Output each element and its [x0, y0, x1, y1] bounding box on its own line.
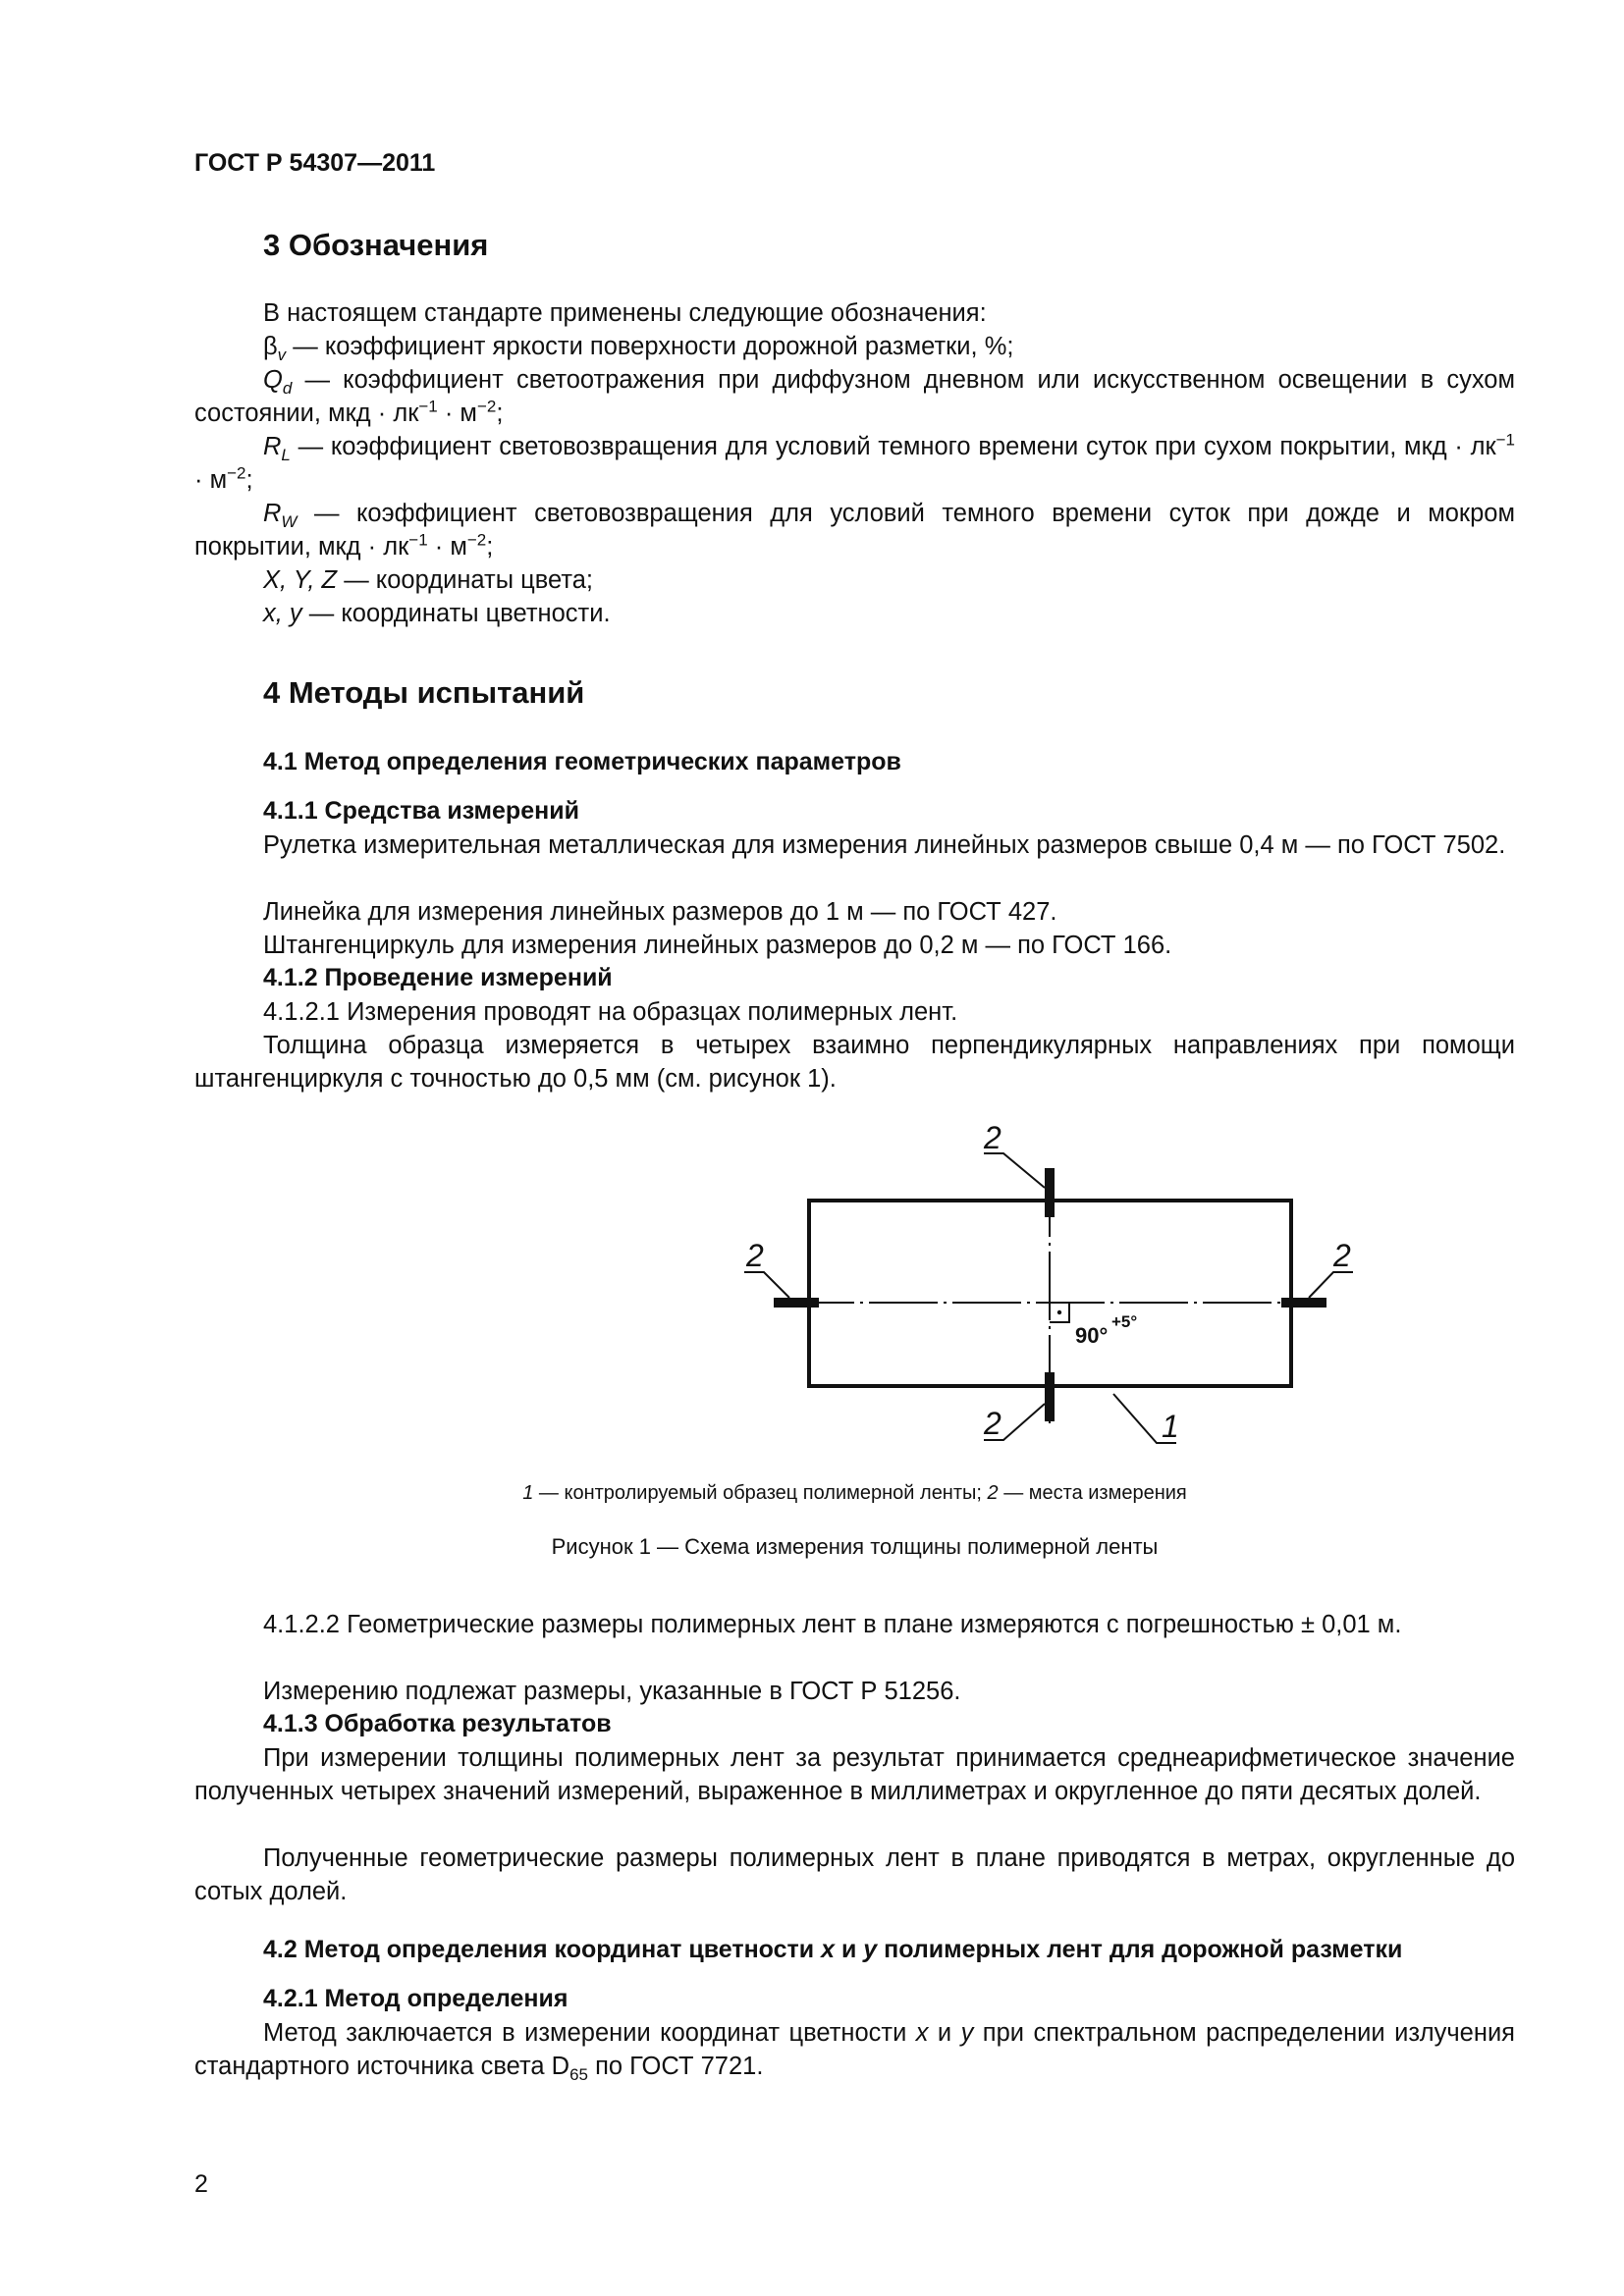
text-part: при спектральном распределении излучения стандартного источника света D [194, 2019, 1515, 2080]
measurement-mark-bottom [1045, 1372, 1055, 1421]
title-symbol: x [821, 1936, 835, 1963]
text-part: по ГОСТ 7721. [588, 2053, 764, 2080]
section-4-title: 4 Методы испытаний [263, 675, 585, 710]
label-2-right: 2 [1333, 1238, 1351, 1273]
legend-number: 2 [987, 1482, 999, 1504]
symbol-definition: — коэффициент яркости поверхности дорожной разметки, %; [286, 333, 1014, 360]
legend-text: — контролируемый образец полимерной ленты; [533, 1482, 988, 1504]
symbol-rl [194, 430, 1515, 497]
punctuation: ; [245, 466, 253, 494]
punctuation: ; [496, 400, 504, 427]
paragraph-4-1-2-1: 4.1.2.1 Измерения проводят на образцах полимерных лент. [263, 998, 958, 1026]
symbol-definition: — координаты цвета; [337, 566, 593, 594]
label-1-sample: 1 [1162, 1409, 1179, 1444]
text-part: и [928, 2019, 961, 2047]
symbol: R [263, 433, 282, 460]
symbol: x, y [263, 600, 302, 627]
symbol-qd [194, 363, 1515, 430]
subsection-4-1-title: 4.1 Метод определения геометрических параметров [263, 748, 901, 775]
symbol-rw [194, 497, 1515, 563]
subsection-4-1-2-title: 4.1.2 Проведение измерений [263, 964, 613, 991]
label-2-top: 2 [984, 1120, 1001, 1155]
symbol-beta-v [263, 330, 1013, 363]
paragraph-method [194, 2016, 1515, 2083]
text-part: Метод заключается в измерении координат цветности [263, 2019, 916, 2047]
symbol-subscript: L [281, 446, 291, 465]
section-3-title: 3 Обозначения [263, 228, 489, 262]
punctuation: ; [486, 533, 494, 561]
subsection-4-1-3-title: 4.1.3 Обработка результатов [263, 1710, 612, 1737]
paragraph-standard-ref: Измерению подлежат размеры, указанные в ГОСТ Р 51256. [263, 1678, 961, 1705]
angle-tolerance: +5° [1111, 1312, 1138, 1331]
paragraph-tape-measure: Рулетка измерительная металлическая для измерения линейных размеров свыше 0,4 м — по ГОСТ 7502. [263, 831, 1506, 859]
unit-exponent: −2 [227, 463, 246, 483]
figure-1-legend [194, 1482, 1515, 1505]
figure-1-diagram [744, 1109, 1353, 1463]
symbol-definition: — коэффициент световозвращения для условий темного времени суток при сухом покрытии, мкд · лк [290, 433, 1496, 460]
illuminant-subscript: 65 [569, 2065, 588, 2085]
unit-part: · м [427, 533, 467, 561]
title-symbol: y [863, 1936, 878, 1963]
symbol-subscript: d [282, 379, 293, 399]
paragraph-rounding: Полученные геометрические размеры полимерных лент в плане приводятся в метрах, округленные до сотых долей. [194, 1844, 1515, 1905]
unit-part: · м [437, 400, 477, 427]
symbol: X, Y, Z [263, 566, 338, 594]
unit-exponent: −1 [418, 397, 438, 416]
subsection-4-1-1-title: 4.1.1 Средства измерений [263, 797, 579, 825]
leader-top [984, 1153, 1045, 1188]
legend-number: 1 [522, 1482, 534, 1504]
symbol: x [915, 2019, 929, 2047]
unit-part: · м [194, 466, 228, 494]
right-angle-dot [1057, 1310, 1061, 1314]
paragraph-thickness: Толщина образца измеряется в четырех взаимно перпендикулярных направлениях при помощи штангенциркуля с точностью до 0,5 мм (см. рисунок 1). [194, 1032, 1515, 1093]
paragraph-caliper: Штангенциркуль для измерения линейных размеров до 0,2 м — по ГОСТ 166. [263, 932, 1172, 959]
label-2-bottom: 2 [984, 1406, 1001, 1441]
measurement-mark-top [1045, 1168, 1055, 1217]
symbol: β [263, 333, 278, 360]
subsection-4-2-title [263, 1936, 1402, 1964]
measurement-mark-left [774, 1298, 819, 1308]
paragraph-ruler: Линейка для измерения линейных размеров до 1 м — по ГОСТ 427. [263, 898, 1057, 926]
symbol-definition: — коэффициент световозвращения для условий темного времени суток при дожде и мокром покрытии, мкд · лк [194, 500, 1515, 561]
label-2-left: 2 [746, 1238, 764, 1273]
subsection-4-2-1-title: 4.2.1 Метод определения [263, 1985, 568, 2012]
angle-value: 90° [1075, 1323, 1109, 1348]
title-part: и [835, 1936, 864, 1963]
unit-exponent: −1 [1495, 430, 1515, 450]
symbol-xyz [263, 563, 593, 597]
unit-exponent: −1 [408, 530, 428, 550]
leader-left [744, 1272, 789, 1298]
leader-right [1309, 1272, 1353, 1298]
section-3-intro: В настоящем стандарте применены следующие обозначения: [263, 299, 987, 327]
symbol-subscript: W [281, 512, 298, 532]
title-part: полимерных лент для дорожной разметки [877, 1936, 1403, 1963]
symbol-subscript: v [277, 346, 287, 365]
unit-exponent: −2 [466, 530, 487, 550]
symbol: y [960, 2019, 974, 2047]
title-part: 4.2 Метод определения координат цветности [263, 1936, 822, 1963]
symbol-xy [263, 597, 611, 630]
legend-text: — места измерения [998, 1482, 1187, 1504]
page-number: 2 [194, 2170, 208, 2198]
unit-exponent: −2 [476, 397, 497, 416]
symbol-definition: — координаты цветности. [301, 600, 611, 627]
paragraph-average: При измерении толщины полимерных лент за результат принимается среднеарифметическое значение полученных четырех значений измерений, выраженное в миллиметрах и округленное до пяти десятых долей. [194, 1744, 1515, 1805]
figure-1-caption: Рисунок 1 — Схема измерения толщины полимерной ленты [551, 1534, 1159, 1559]
paragraph-4-1-2-2: 4.1.2.2 Геометрические размеры полимерных лент в плане измеряются с погрешностью ± 0,01 м. [263, 1611, 1402, 1638]
document-code: ГОСТ Р 54307—2011 [194, 149, 436, 177]
symbol-definition: — коэффициент светоотражения при диффузном дневном или искусственном освещении в сухом состоянии, мкд · лк [194, 366, 1515, 427]
measurement-mark-right [1281, 1298, 1326, 1308]
symbol: R [263, 500, 282, 527]
symbol: Q [263, 366, 283, 394]
